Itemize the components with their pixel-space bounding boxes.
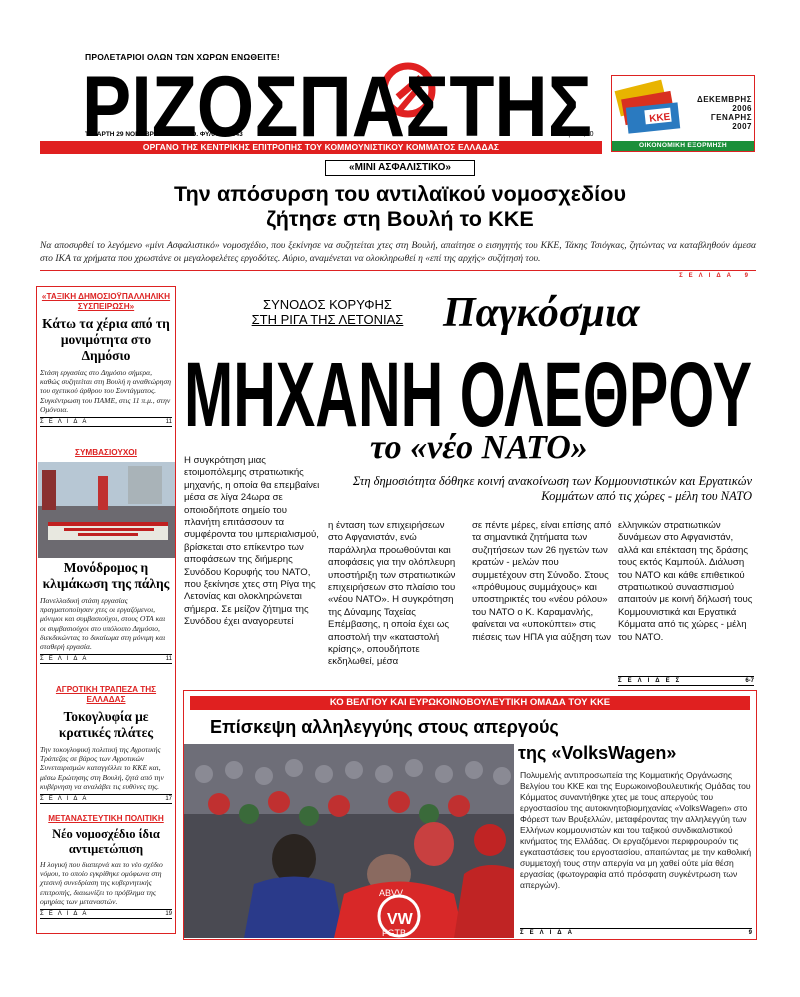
sidebar-kicker: ΑΓΡΟΤΙΚΗ ΤΡΑΠΕΖΑ ΤΗΣ ΕΛΛΑΔΑΣ (55, 685, 157, 704)
sidebar-item-agricultural-bank[interactable] (40, 685, 172, 804)
promo-date-1: ΔΕΚΕΜΒΡΗΣ (696, 95, 752, 104)
supra-line2: ΣΤΗ ΡΙΓΑ ΤΗΣ ΛΕΤΟΝΙΑΣ (251, 312, 404, 327)
sidebar-headline: Νέο νομοσχέδιο ίδια αντιμετώπιση (52, 827, 160, 856)
price: Ευρώ 1,00 (560, 131, 594, 138)
vw-headline-line2[interactable]: της «VolksWagen» (518, 743, 677, 763)
main-headline[interactable] (184, 338, 754, 434)
sidebar-headline: Κάτω τα χέρια από τη μονιμότητα στο Δημόσιο (42, 316, 170, 363)
top-story-page-ref[interactable]: ΣΕΛΙΔΑ 9 (679, 273, 754, 279)
promo-bar[interactable]: ΟΙΚΟΝΟΜΙΚΗ ΕΞΟΡΜΗΣΗ (612, 141, 754, 151)
strike-march-photo (38, 462, 175, 558)
promo-dates (688, 95, 752, 131)
vw-story-kicker: ΚΟ ΒΕΛΓΙΟΥ ΚΑΙ ΕΥΡΩΚΟΙΝΟΒΟΥΛΕΥΤΙΚΗ ΟΜΑΔΑ ΤΟΥ ΚΚΕ (190, 696, 750, 710)
sidebar-page-ref: ΣΕΛΙΔΑ 19 (40, 911, 172, 918)
organ-banner: ΟΡΓΑΝΟ ΤΗΣ ΚΕΝΤΡΙΚΗΣ ΕΠΙΤΡΟΠΗΣ ΤΟΥ ΚΟΜΜΟΥΝΙΣΤΙΚΟΥ ΚΟΜΜΑΤΟΣ ΕΛΛΑΔΑΣ (40, 141, 602, 154)
sidebar-kicker: ΣΥΜΒΑΣΙΟΥΧΟΙ (75, 448, 137, 457)
top-story-headline[interactable] (40, 182, 760, 232)
top-headline-line2: ζήτησε στη Βουλή το ΚΚΕ (266, 207, 534, 231)
vw-story-text: Πολυμελής αντιπροσωπεία της Κομματικής Οργάνωσης Βελγίου του ΚΚΕ και της Ευρωκοινοβουλευτικής Ομάδας του Κόμματος συναντήθηκε χτες με τους απεργούς του εργοστασίου της αυτοκινητοβιομηχανίας «VolksWagen» στο Φόρεστ των Βρυξελλών, μεταφέροντας την αλληλεγγύη των Ελλήνων κομμουνιστών και του ταξικού συνδικαλιστικού κινήματος της Ελλάδας. Οι εργαζόμενοι περιφρουρούν τις εγκαταστάσεις του εργοστασίου, απαιτώντας με την καθολική συμμετοχή τους στην απεργία να μη χαθεί ούτε μία θέση εργασίας (φωτογραφία από πρόσφατη συγκέντρωση των απεργών). (520, 770, 752, 890)
promo-badge: ΚΚΕ (648, 111, 671, 125)
sidebar-kicker: ΜΕΤΑΝΑΣΤΕΥΤΙΚΗ ΠΟΛΙΤΙΚΗ (48, 814, 164, 823)
vw-strikers-photo (184, 744, 514, 938)
main-headline-text: ΜΗΧΑΝΗ ΟΛΕΘΡΟΥ (184, 344, 752, 434)
sidebar-page-ref: ΣΕΛΙΔΑ 11 (40, 656, 172, 663)
top-headline-line1: Την απόσυρση του αντιλαϊκού νομοσχεδίου (173, 182, 627, 206)
sidebar-item-migration[interactable] (40, 814, 172, 919)
sidebar-text: Πανελλαδική στάση εργασίας πραγματοποίησαν χτες οι εργαζόμενοι, μόνιμοι και συμβασιούχοι, στους ΟΤΑ και οι συμβασιούχοι στο υπόλοιπο Δημόσιο, διεκδικώντας το δικαίωμα στη μόνιμη και σταθερή εργασία. (40, 596, 166, 652)
masthead-title: ΡΙΖΟΣΠΑΣΤΗΣ (82, 62, 592, 140)
main-headline-top: Παγκόσμια (443, 290, 640, 336)
sidebar-page-ref: ΣΕΛΙΔΑ 11 (40, 419, 172, 426)
main-story-supra (225, 297, 430, 327)
main-subdeck: Στη δημοσιότητα δόθηκε κοινή ανακοίνωση των Κομμουνιστικών και Εργατικών Κομμάτων από τις χώρες - μέλη του ΝΑΤΟ (352, 474, 752, 503)
supra-line1: ΣΥΝΟΔΟΣ ΚΟΡΥΦΗΣ (263, 297, 392, 312)
sidebar-kicker: «ΤΑΞΙΚΗ ΔΗΜΟΣΙΟΫΠΑΛΛΗΛΙΚΗ ΣΥΣΠΕΙΡΩΣΗ» (41, 292, 171, 311)
sidebar-text: Η λογική που διαπερνά και το νέο σχέδιο νόμου, το οποίο εγκρίθηκε ομόφωνα στη χτεσινή συνεδρίαση της κυβερνητικής επιτροπής, διαιωνίζει το πρόβλημα της ομηρίας των μεταναστών. (40, 860, 163, 906)
vw-page-ref[interactable]: ΣΕΛΙΔΑ 9 (520, 930, 752, 936)
promo-date-3: ΓΕΝΑΡΗΣ (710, 113, 752, 122)
sidebar-item-contract-workers-body[interactable] (40, 560, 172, 664)
sidebar-text: Στάση εργασίας στο Δημόσιο σήμερα, καθώς συζητείται στη Βουλή η αναθεώρηση του σχετικού άρθρου του Συντάγματος. Συγκέντρωση του ΠΑΜΕ, στις 11 π.μ., στην Ομόνοια. (40, 368, 171, 414)
sidebar-text: Την τοκογλυφική πολιτική της Αγροτικής Τράπεζας σε βάρος των Αγροτικών Συνεταιρισμών καταγγέλλει το ΚΚΕ και, μέσω Ερώτησης στη Βουλή, ζητά από την κυβέρνηση να αναλάβει τις ευθύνες της. (40, 745, 164, 791)
sidebar-page-ref: ΣΕΛΙΔΑ 17 (40, 796, 172, 803)
main-text-col3: σε πέντε μέρες, είναι επίσης από τα σημαντικά ζητήματα των συζητήσεων των 26 ηγετών των κρατών - μελών που συμμετέχουν στη Σύνοδο. Στους «πρόθυμους συμμάχους» και υποστηρικτές του «νέου ρόλου» του ΝΑΤΟ ο Κ. Καραμανλής, φαίνεται να «υποκύπτει» στις πιέσεις των ΗΠΑ για αύξηση των (472, 520, 612, 643)
newspaper-masthead (82, 62, 594, 140)
sidebar-headline: Μονόδρομος η κλιμάκωση της πάλης (42, 560, 170, 591)
top-story-kicker: «ΜΙΝΙ ΑΣΦΑΛΙΣΤΙΚΟ» (325, 160, 475, 176)
promo-date-2: 2006 (732, 104, 752, 113)
dateline: ΤΕΤΑΡΤΗ 29 ΝΟΕΜΒΡΗ 2006 - ΑΡΙΘ. ΦΥΛΛΟΥ 9643 (85, 131, 243, 138)
sidebar-headline: Τοκογλυφία με κρατικές πλάτες (58, 709, 154, 740)
top-story-lede: Να αποσυρθεί το λεγόμενο «μίνι Ασφαλιστικό» νομοσχέδιο, που ξεκίνησε να συζητείται χτες στη Βουλή, απαίτησε ο εισηγητής του ΚΚΕ, Τάκης Τσιόγκας, ζητώντας να καταβληθούν άμεσα στο ΙΚΑ τα χρήματα που χρωστάνε οι μεγαλοφελέτες εργοδότες. Αύριο, αναμένεται να ολοκληρωθεί η «επί της αρχής» συζήτησή του. (40, 240, 756, 264)
jacket-text-fgtb: FGTB (382, 928, 406, 938)
svg-text:VW: VW (387, 911, 413, 928)
divider (40, 270, 756, 278)
jacket-text-abvv: ABVV (379, 888, 404, 898)
vw-headline-line1[interactable]: Επίσκεψη αλληλεγγύης στους απεργούς (210, 717, 559, 737)
party-slogan: ΠΡΟΛΕΤΑΡΙΟΙ ΟΛΩΝ ΤΩΝ ΧΩΡΩΝ ΕΝΩΘΕΙΤΕ! (85, 52, 280, 62)
main-text-col2: η ένταση των επιχειρήσεων στο Αφγανιστάν, ενώ παράλληλα προωθούνται και αποφάσεις για την ολόπλευρη υποστήριξη των στρατιωτικών επιχειρήσεων στο πλαίσιο του «νέου ΝΑΤΟ». Η συγκρότηση της Δύναμης Ταχείας Επέμβασης, η οποία έχει ως αποστολή την «καταστολή κρίσης», οπουδήποτε εκδηλωθεί, μέσα (328, 520, 456, 668)
sidebar-item-civil-service[interactable] (40, 292, 172, 427)
promo-coupons-image (613, 77, 685, 139)
main-text-col4: ελληνικών στρατιωτικών δυνάμεων στο Αφγανιστάν, αλλά και επέκταση της δράσης τους εκτός Καμπούλ. Διάλυση του ΝΑΤΟ και κάθε επιθετικού στρατιωτικού συνασπισμού απαιτούν με κοινή δήλωσή τους Κομμουνιστικά και Εργατικά Κόμματα από τις χώρες - μέλη του ΝΑΤΟ. (618, 520, 753, 643)
promo-date-4: 2007 (732, 122, 752, 131)
main-page-ref[interactable]: ΣΕΛΙΔΕΣ 6-7 (618, 678, 754, 684)
sidebar-item-contract-workers[interactable] (40, 448, 172, 458)
main-text-col1: Η συγκρότηση μιας ετοιμοπόλεμης στρατιωτικής μηχανής, η οποία θα επεμβαίνει μέσα σε λίγα 24ωρα σε οποιοδήποτε σημείο του πλανήτη επιτάσσουν τα συμφέροντα του ιμπεριαλισμού, βρίσκεται στο επίκεντρο των αποφάσεων της διήμερης Συνόδου Κορυφής του ΝΑΤΟ, που ξεκίνησε χτες στη Ρίγα της Λετονίας και ολοκληρώνεται σήμερα. Σε μείζον ζήτημα της Συνόδου έχει αναγορευτεί (184, 455, 320, 628)
main-headline-bottom: το «νέο ΝΑΤΟ» (370, 429, 588, 466)
